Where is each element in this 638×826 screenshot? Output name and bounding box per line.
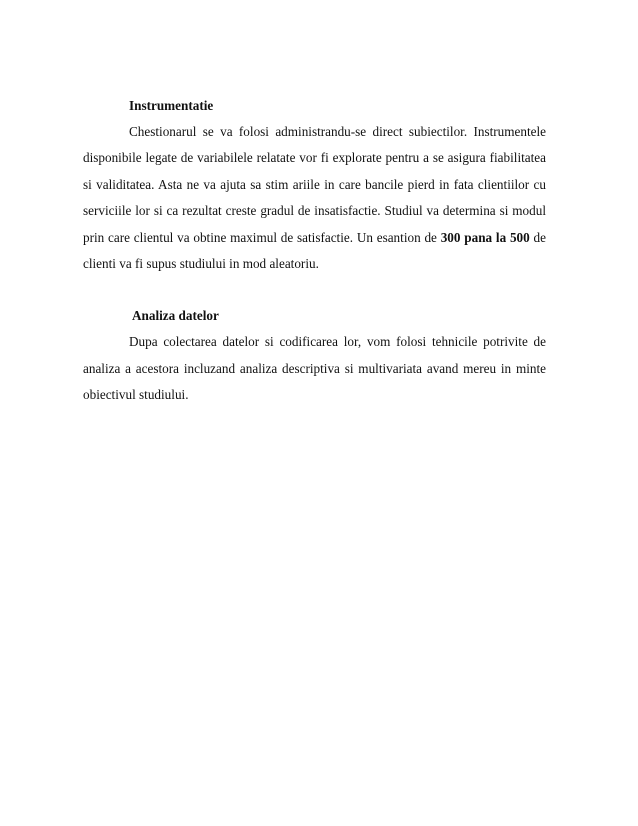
section-heading-instrumentatie: Instrumentatie xyxy=(129,98,214,113)
paragraph-instrumentatie xyxy=(83,119,546,277)
paragraph-text-end: de clienti va fi supus studiului in mod aleatoriu. xyxy=(83,229,546,272)
section-gap xyxy=(83,277,546,303)
paragraph-text: Chestionarul se va folosi administrandu-se direct subiectilor. Instrumentele disponibile legate de variabilele relatate vor fi explorate pentru a se asigura fiabilitatea si validitatea. Asta ne va ajuta sa stim ariile in care bancile pierd in fata clientiilor cu serviciile lor si ca rezultat creste gradul de insatisfactie. Studiul va determina si modul prin care clientul va obtine maximul de satisfactie. Un esantion de xyxy=(83,124,546,245)
paragraph-analiza-datelor: Dupa colectarea datelor si codificarea lor, vom folosi tehnicile potrivite de analiza a acestora incluzand analiza descriptiva si multivariata avand mereu in minte obiectivul studiului. xyxy=(83,334,546,403)
sample-size-bold: 300 pana la 500 xyxy=(440,229,530,245)
document-body xyxy=(83,93,546,409)
section-heading-analiza-datelor: Analiza datelor xyxy=(132,308,219,324)
